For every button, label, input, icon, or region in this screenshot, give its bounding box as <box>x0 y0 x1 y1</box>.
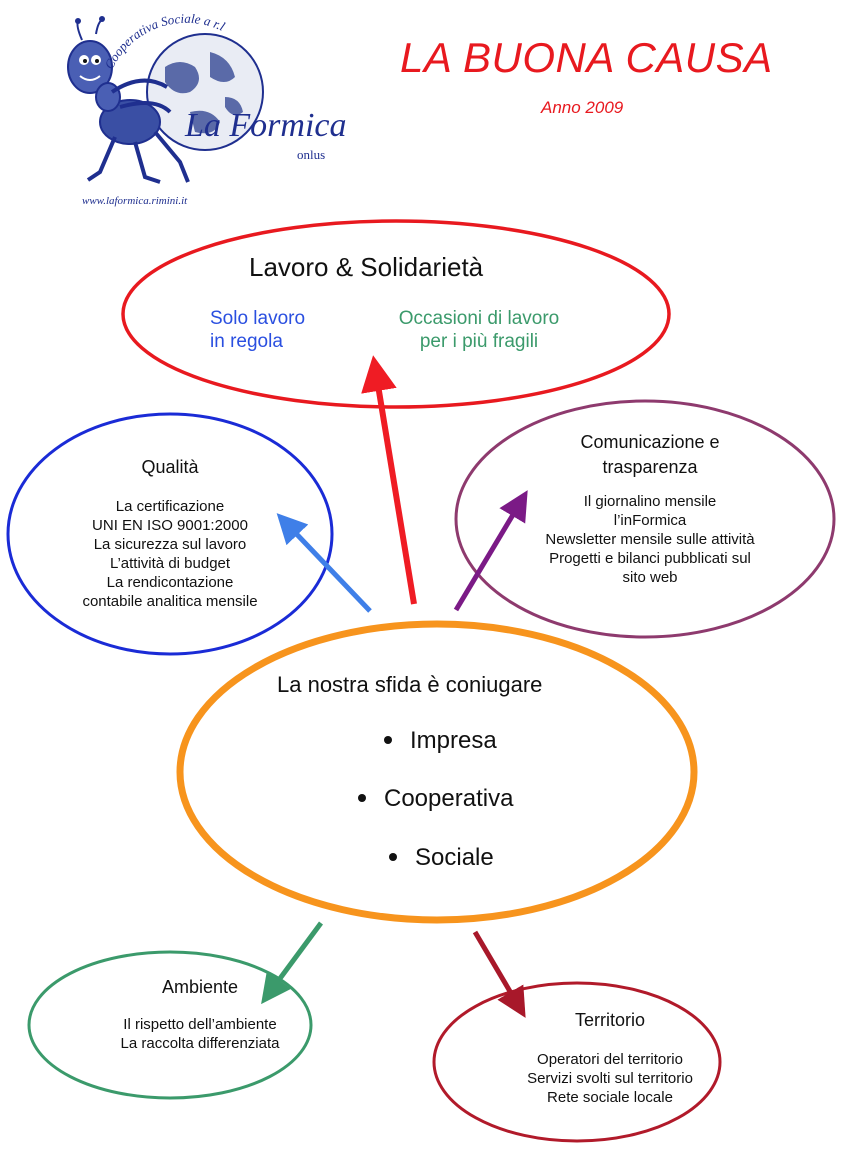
territorio-line: Rete sociale locale <box>547 1089 673 1106</box>
logo-name: La Formica <box>185 107 347 144</box>
territorio-text <box>480 1050 740 1107</box>
bullet-label: Sociale <box>415 844 494 871</box>
comunicazione-line: Progetti e bilanci pubblicati sul <box>549 550 751 567</box>
comunicazione-line: Il giornalino mensile <box>583 493 717 510</box>
qualita-line: La certificazione <box>115 498 225 515</box>
qualita-text <box>40 497 300 611</box>
qualita-line: La sicurezza sul lavoro <box>93 536 247 553</box>
page-subtitle: Anno 2009 <box>541 98 624 117</box>
center-ellipse <box>180 624 694 920</box>
logo-url: www.laformica.rimini.it <box>82 195 188 207</box>
lavoro-left-line: Solo lavoro <box>210 308 306 329</box>
qualita-heading: Qualità <box>141 457 199 477</box>
lavoro-left-text <box>210 307 305 353</box>
arrow-to-territorio <box>475 932 518 1005</box>
territorio-heading: Territorio <box>574 1010 645 1030</box>
comunicazione-line: Newsletter mensile sulle attività <box>545 531 755 548</box>
bullet-item <box>384 727 497 755</box>
page-title: LA BUONA CAUSA <box>400 34 773 81</box>
bullet-dot-icon <box>389 853 397 861</box>
comunicazione-line: l’inFormica <box>613 512 687 529</box>
lavoro-left-line: in regola <box>210 331 283 352</box>
ambiente-line: La raccolta differenziata <box>120 1035 280 1052</box>
bullet-label: Cooperativa <box>384 785 514 812</box>
comunicazione-heading-line: Comunicazione e <box>580 432 720 452</box>
bullet-dot-icon <box>384 736 392 744</box>
comunicazione-text <box>505 492 795 587</box>
qualita-line: La rendicontazione <box>106 574 234 591</box>
qualita-line: UNI EN ISO 9001:2000 <box>92 517 248 534</box>
logo-arc-text: Cooperativa Sociale a r.l <box>101 12 228 72</box>
comunicazione-heading-line: trasparenza <box>602 457 698 477</box>
comunicazione-line: sito web <box>622 569 678 586</box>
bullet-dot-icon <box>358 794 366 802</box>
center-heading: La nostra sfida è coniugare <box>277 672 543 697</box>
logo-sub: onlus <box>297 147 326 162</box>
territorio-line: Servizi svolti sul territorio <box>527 1070 693 1087</box>
bullet-item <box>389 844 494 872</box>
ambiente-line: Il rispetto dell’ambiente <box>123 1016 277 1033</box>
lavoro-right-line: Occasioni di lavoro <box>398 308 560 329</box>
bullet-item <box>358 785 513 813</box>
territorio-line: Operatori del territorio <box>537 1051 683 1068</box>
bullet-label: Impresa <box>410 727 497 754</box>
comunicazione-heading <box>530 430 770 480</box>
lavoro-right-line: per i più fragili <box>419 331 539 352</box>
qualita-line: L’attività di budget <box>109 555 231 572</box>
ambiente-heading: Ambiente <box>161 977 239 997</box>
qualita-line: contabile analitica mensile <box>82 593 258 610</box>
logo <box>60 12 360 217</box>
ambiente-text <box>70 1015 330 1053</box>
lavoro-right-text <box>383 307 575 353</box>
lavoro-heading: Lavoro & Solidarietà <box>249 252 484 282</box>
